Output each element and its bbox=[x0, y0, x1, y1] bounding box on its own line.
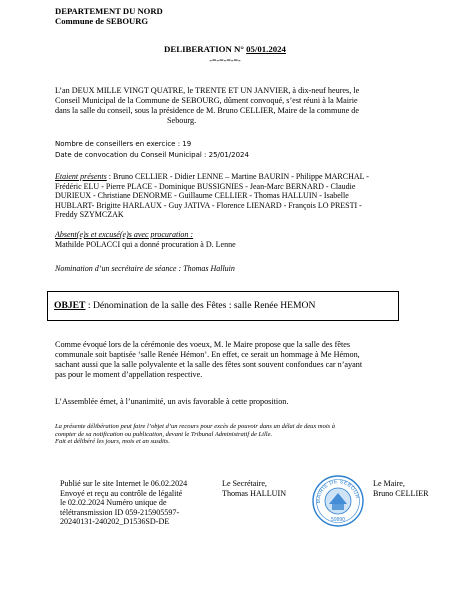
publication-block bbox=[60, 479, 220, 527]
presents-block bbox=[55, 172, 395, 220]
body-line: sachant aussi que la salle polyvalente et la salle des fêtes sont souvent confondues car n’ayant bbox=[55, 360, 363, 369]
publication-line: Envoyé et reçu au contrôle de légalité bbox=[60, 488, 183, 498]
seal-icon bbox=[311, 474, 365, 528]
presents-line: : Bruno CELLIER - Didier LENNE – Martine BAURIN - Philippe MARCHAL - bbox=[106, 172, 369, 181]
body-paragraph bbox=[55, 340, 410, 380]
objet-box bbox=[47, 291, 399, 321]
publication-line: Publié sur le site Internet le 06.02.2024 bbox=[60, 479, 188, 488]
intro-line: Sebourg. bbox=[167, 116, 197, 125]
body-line: Comme évoqué lors de la cérémonie des voeux, M. le Maire propose que la salle des fêtes bbox=[55, 340, 351, 349]
conseillers-count: Nombre de conseillers en exercice : 19 bbox=[55, 140, 192, 148]
secretaire-title: Le Secrétaire, bbox=[222, 479, 267, 488]
seal-text: MAIRIE DE SEBOUR bbox=[315, 478, 360, 504]
legal-notice bbox=[55, 423, 400, 446]
presents-line: DURIEUX - Christiane DENORME - Guillaume CELLIER - Thomas HALLUIN - Isabelle bbox=[55, 191, 349, 201]
presents-line: HUBLART- Brigitte HARLAUX - Guy JATIVA - Florence LIENARD - François LO PRESTI - bbox=[55, 200, 362, 210]
body-line: communale soit baptisée ‘salle Renée Hémon’. En effet, ce serait un hommage à Me Hémon, bbox=[55, 350, 360, 359]
maire-signature-block bbox=[373, 479, 429, 498]
deliberation-title bbox=[0, 44, 450, 54]
intro-line: Conseil Municipal de la Commune de SEBOURG, dûment convoqué, s’est réuni à la Mairie bbox=[55, 96, 358, 105]
objet-text: Dénomination de la salle des Fêtes : salle Renée HEMON bbox=[92, 300, 316, 311]
secretaire-name: Thomas HALLUIN bbox=[222, 488, 287, 498]
commune-header: Commune de SEBOURG bbox=[55, 16, 149, 26]
department-header: DEPARTEMENT DU NORD bbox=[55, 6, 163, 16]
absents-label: Absent(e)s et excusé(e)s avec procuration : bbox=[55, 230, 194, 239]
legal-line: La présente délibération peut faire l’objet d’un recours pour excès de pouvoir dans un délai de deux mois à bbox=[55, 423, 336, 430]
legal-line: Fait et délibéré les jours, mois et an susdits. bbox=[55, 438, 170, 446]
objet-label: OBJET bbox=[54, 300, 86, 311]
publication-line: le 02.02.2024 Numéro unique de bbox=[60, 498, 167, 508]
secretary-nomination: Nomination d’un secrétaire de séance : Thomas Halluin bbox=[55, 264, 235, 273]
presents-line: Frédéric ELU - Pierre PLACE - Dominique BUSSIGNIES - Jean-Marc BERNARD - Claudie bbox=[55, 181, 356, 191]
legal-line: compter de sa notification ou publication, devant le Tribunal Administratif de Lille. bbox=[55, 430, 273, 438]
intro-line: dans la salle du conseil, sous la présidence de M. Bruno CELLIER, Maire de la commune de bbox=[55, 106, 359, 115]
absents-text: Mathilde POLACCI qui a donné procuration à D. Lenne bbox=[55, 240, 236, 249]
title-separator: -=-=-=-=- bbox=[209, 56, 241, 65]
publication-line: 20240131-240202_D1536SD-DE bbox=[60, 517, 170, 527]
maire-name: Bruno CELLIER bbox=[373, 488, 429, 498]
seal-postcode: 59990 bbox=[331, 517, 345, 523]
decision-text: L’Assemblée émet, à l’unanimité, un avis favorable à cette proposition. bbox=[55, 397, 289, 406]
intro-paragraph bbox=[55, 86, 410, 126]
secretaire-signature-block bbox=[222, 479, 286, 498]
presents-label: Etaient présents bbox=[55, 172, 107, 181]
objet-line: OBJET : Dénomination de la salle des Fêtes : salle Renée HEMON bbox=[54, 300, 316, 311]
convocation-date: Date de convocation du Conseil Municipal : 25/01/2024 bbox=[55, 151, 249, 159]
publication-line: télétransmission ID 059-215905597- bbox=[60, 507, 180, 517]
intro-line: L’an DEUX MILLE VINGT QUATRE, le TRENTE ET UN JANVIER, à dix-neuf heures, le bbox=[55, 86, 360, 95]
deliberation-label: DELIBERATION N° bbox=[164, 44, 244, 54]
deliberation-number: 05/01.2024 bbox=[246, 44, 286, 54]
body-line: pas pour le moment d’appellation respective. bbox=[55, 370, 203, 379]
maire-title: Le Maire, bbox=[373, 479, 405, 488]
presents-line: Freddy SZYMCZAK bbox=[55, 210, 124, 220]
mairie-seal-stamp bbox=[311, 474, 365, 528]
